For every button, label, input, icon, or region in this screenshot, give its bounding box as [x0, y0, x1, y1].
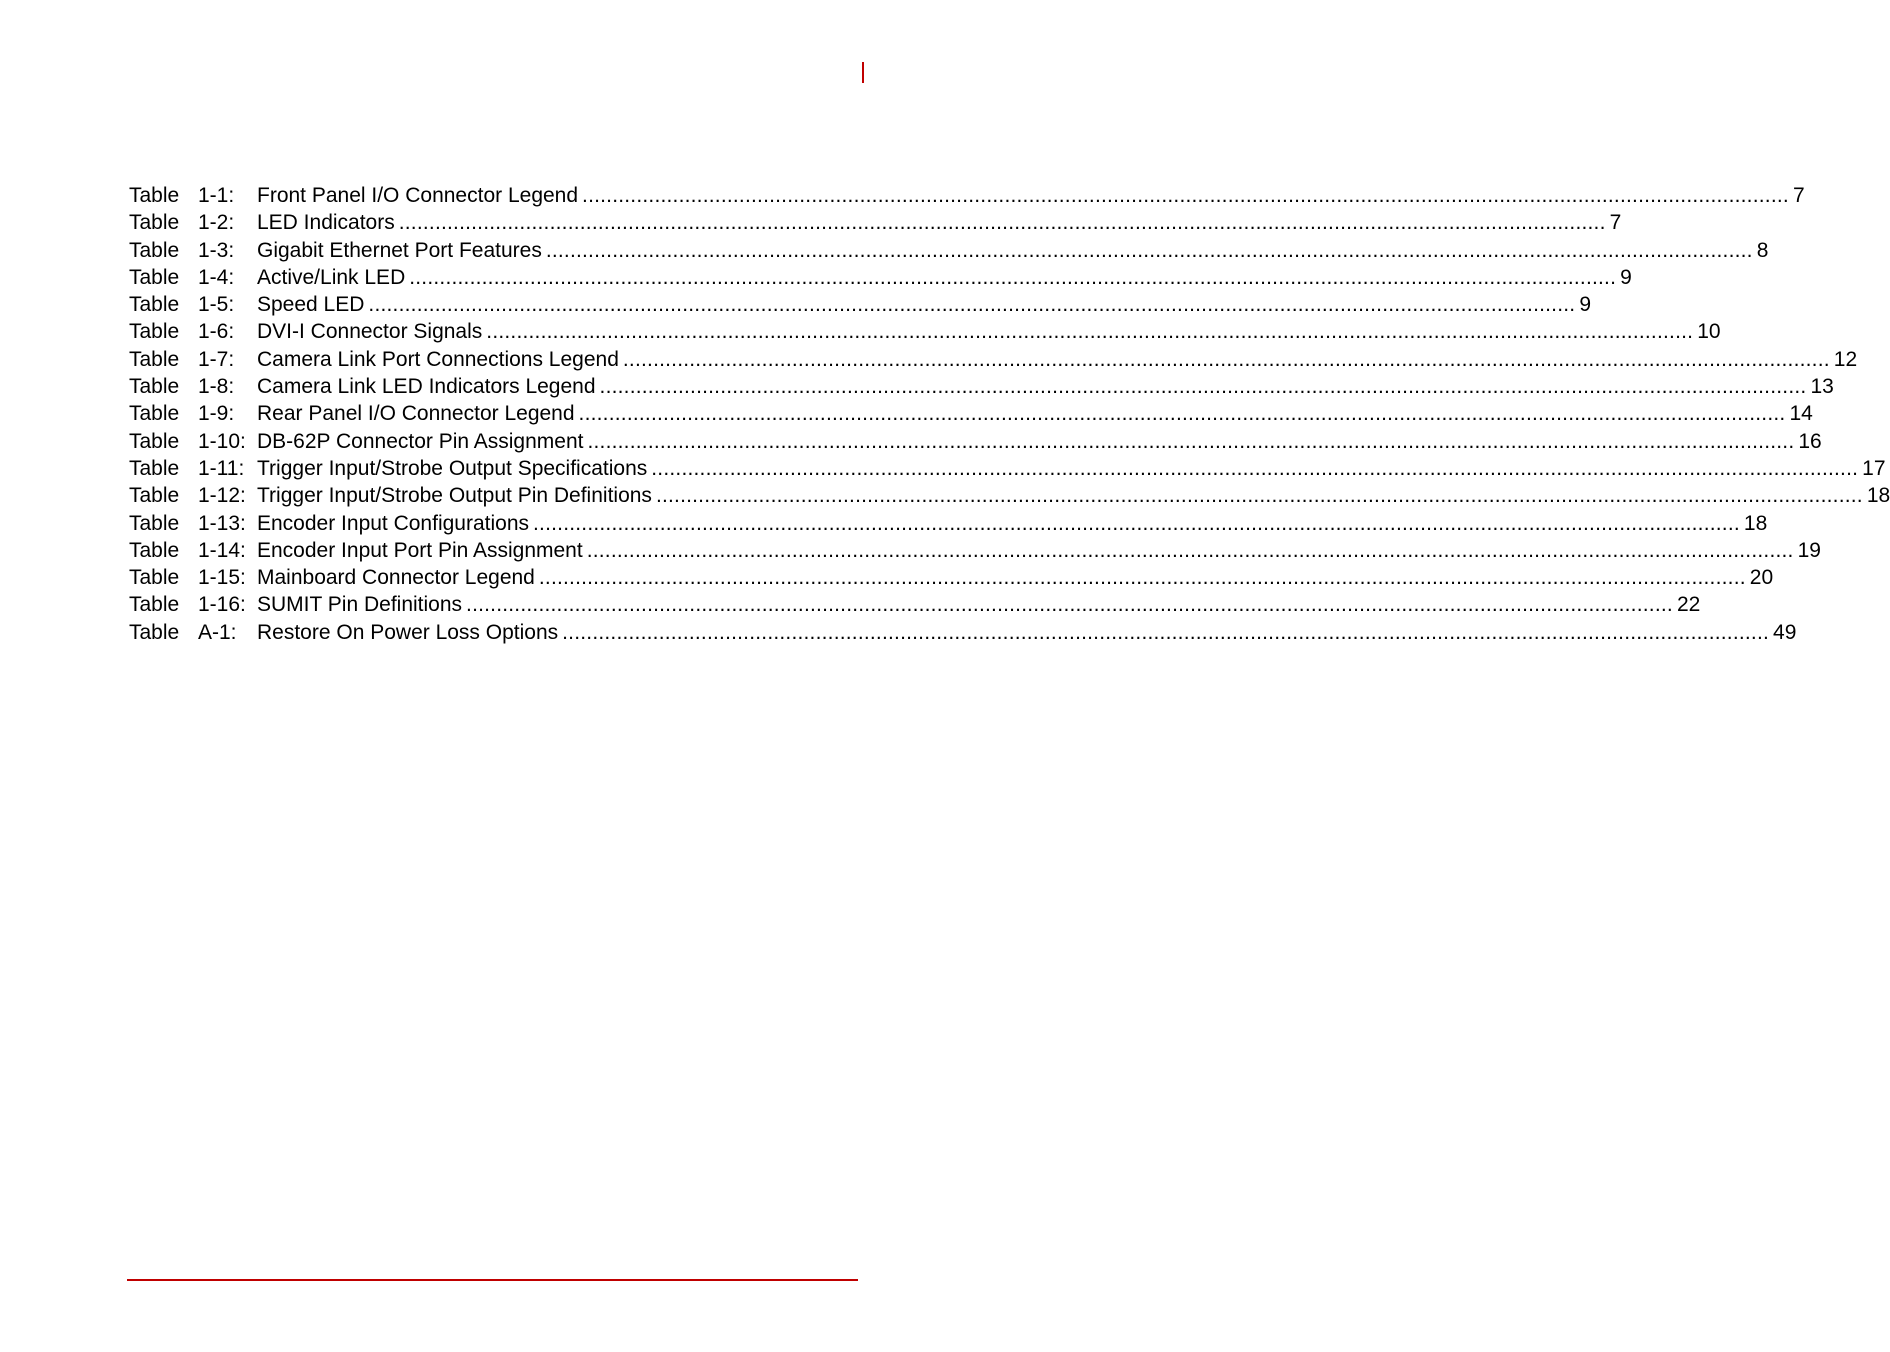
toc-title: DVI-I Connector Signals: [257, 318, 486, 345]
toc-page: 8: [1756, 238, 1769, 262]
toc-leader-dots: ........................................................................................................................................................................................................: [466, 593, 1673, 617]
toc-entry[interactable]: [129, 482, 1890, 509]
toc-title: Restore On Power Loss Options: [257, 619, 562, 646]
toc-title: Mainboard Connector Legend: [257, 564, 539, 591]
toc-page: 49: [1773, 620, 1797, 644]
toc-entry[interactable]: [129, 537, 1821, 564]
toc-entry[interactable]: [129, 455, 1886, 482]
toc-title: Trigger Input/Strobe Output Pin Definitions: [257, 482, 656, 509]
toc-page: 18: [1743, 511, 1768, 535]
toc-number: 1-7:: [198, 347, 235, 371]
toc-leader-dots: ........................................................................................................................................................................................................: [486, 320, 1694, 344]
toc-page: 7: [1792, 184, 1805, 207]
toc-number: 1-14:: [198, 538, 246, 562]
toc-label: Table: [129, 320, 180, 344]
toc-entry[interactable]: [129, 564, 1774, 591]
toc-title: Active/Link LED: [257, 264, 409, 291]
toc-entry[interactable]: [129, 510, 1768, 537]
toc-label: Table: [129, 429, 180, 453]
toc-label: Table: [129, 593, 180, 617]
toc-label: Table: [129, 211, 180, 235]
toc-title: Camera Link LED Indicators Legend: [257, 373, 600, 400]
toc-title: Front Panel I/O Connector Legend: [257, 182, 582, 209]
toc-entry[interactable]: [129, 182, 1805, 209]
toc-leader-dots: ........................................................................................................................................................................................................: [368, 293, 1576, 317]
toc-label: Table: [129, 484, 180, 508]
toc-title: SUMIT Pin Definitions: [257, 591, 466, 618]
toc-label: Table: [129, 566, 180, 590]
toc-number: 1-1:: [198, 184, 235, 207]
toc-number: 1-5:: [198, 293, 235, 317]
toc-page: 17: [1862, 456, 1886, 480]
toc-entry[interactable]: [129, 591, 1701, 618]
toc-number: 1-9:: [198, 402, 235, 426]
header-accent-mark: [862, 62, 864, 83]
toc-page: 9: [1579, 293, 1592, 317]
toc-number: 1-2:: [198, 211, 235, 235]
toc-number: A-1:: [198, 620, 237, 644]
toc-label: Table: [129, 347, 180, 371]
toc-number: 1-15:: [198, 566, 246, 590]
toc-label: Table: [129, 402, 180, 426]
toc-label: Table: [129, 620, 180, 644]
toc-number: 1-12:: [198, 484, 246, 508]
toc-leader-dots: ........................................................................................................................................................................................................: [622, 347, 1830, 371]
toc-title: LED Indicators: [257, 209, 399, 236]
toc-title: Camera Link Port Connections Legend: [257, 346, 623, 373]
toc-page: 10: [1697, 320, 1721, 344]
toc-number: 1-10:: [198, 429, 246, 453]
toc-title: Speed LED: [257, 291, 368, 318]
toc-entry[interactable]: [129, 264, 1632, 291]
toc-page: 18: [1866, 484, 1890, 508]
toc-leader-dots: ........................................................................................................................................................................................................: [538, 566, 1746, 590]
toc-number: 1-16:: [198, 593, 246, 617]
toc-leader-dots: ........................................................................................................................................................................................................: [398, 211, 1606, 235]
toc-page: 12: [1833, 347, 1858, 371]
toc-page: 16: [1798, 429, 1822, 453]
toc-number: 1-6:: [198, 320, 235, 344]
toc-number: 1-11:: [198, 456, 245, 480]
toc-leader-dots: ........................................................................................................................................................................................................: [409, 265, 1617, 289]
toc-leader-dots: ........................................................................................................................................................................................................: [599, 375, 1807, 399]
toc-leader-dots: ........................................................................................................................................................................................................: [562, 620, 1770, 644]
toc-entry[interactable]: [129, 400, 1813, 427]
toc-leader-dots: ........................................................................................................................................................................................................: [587, 429, 1795, 453]
toc-leader-dots: ........................................................................................................................................................................................................: [545, 238, 1753, 262]
toc-leader-dots: ........................................................................................................................................................................................................: [655, 484, 1863, 508]
toc-label: Table: [129, 375, 180, 399]
toc-page: 22: [1676, 593, 1701, 617]
toc-page: 19: [1797, 538, 1821, 562]
toc-page: 9: [1620, 265, 1632, 289]
toc-label: Table: [129, 293, 180, 317]
toc-label: Table: [129, 456, 180, 480]
toc-label: Table: [129, 184, 180, 207]
toc-entry[interactable]: [129, 619, 1797, 646]
toc-title: Rear Panel I/O Connector Legend: [257, 400, 579, 427]
toc-label: Table: [129, 538, 180, 562]
toc-entry[interactable]: [129, 373, 1834, 400]
toc-page: 7: [1609, 211, 1622, 235]
toc-title: Encoder Input Configurations: [257, 510, 533, 537]
toc-entry[interactable]: [129, 291, 1592, 318]
toc-page: 13: [1810, 375, 1834, 399]
toc-title: Gigabit Ethernet Port Features: [257, 237, 546, 264]
toc-label: Table: [129, 238, 180, 262]
toc-entry[interactable]: [129, 209, 1622, 236]
toc-number: 1-3:: [198, 238, 235, 262]
toc-leader-dots: ........................................................................................................................................................................................................: [651, 456, 1859, 480]
toc-entry[interactable]: [129, 318, 1721, 345]
toc-leader-dots: ........................................................................................................................................................................................................: [578, 402, 1786, 426]
toc-entry[interactable]: [129, 428, 1822, 455]
toc-entry[interactable]: [129, 237, 1769, 264]
toc-leader-dots: ........................................................................................................................................................................................................: [533, 511, 1740, 535]
toc-entry[interactable]: [129, 346, 1858, 373]
toc-title: Trigger Input/Strobe Output Specifications: [257, 455, 651, 482]
toc-title: DB-62P Connector Pin Assignment: [257, 428, 587, 455]
toc-leader-dots: ........................................................................................................................................................................................................: [582, 184, 1789, 207]
toc-title: Encoder Input Port Pin Assignment: [257, 537, 587, 564]
toc-number: 1-4:: [198, 265, 235, 289]
footer-rule: [127, 1279, 858, 1281]
toc-leader-dots: ........................................................................................................................................................................................................: [586, 538, 1794, 562]
toc-label: Table: [129, 511, 180, 535]
toc-label: Table: [129, 265, 180, 289]
toc-number: 1-13:: [198, 511, 246, 535]
toc-page: 20: [1749, 566, 1774, 590]
toc-page: 14: [1789, 402, 1813, 426]
toc-number: 1-8:: [198, 375, 235, 399]
list-of-tables: [129, 182, 1890, 646]
